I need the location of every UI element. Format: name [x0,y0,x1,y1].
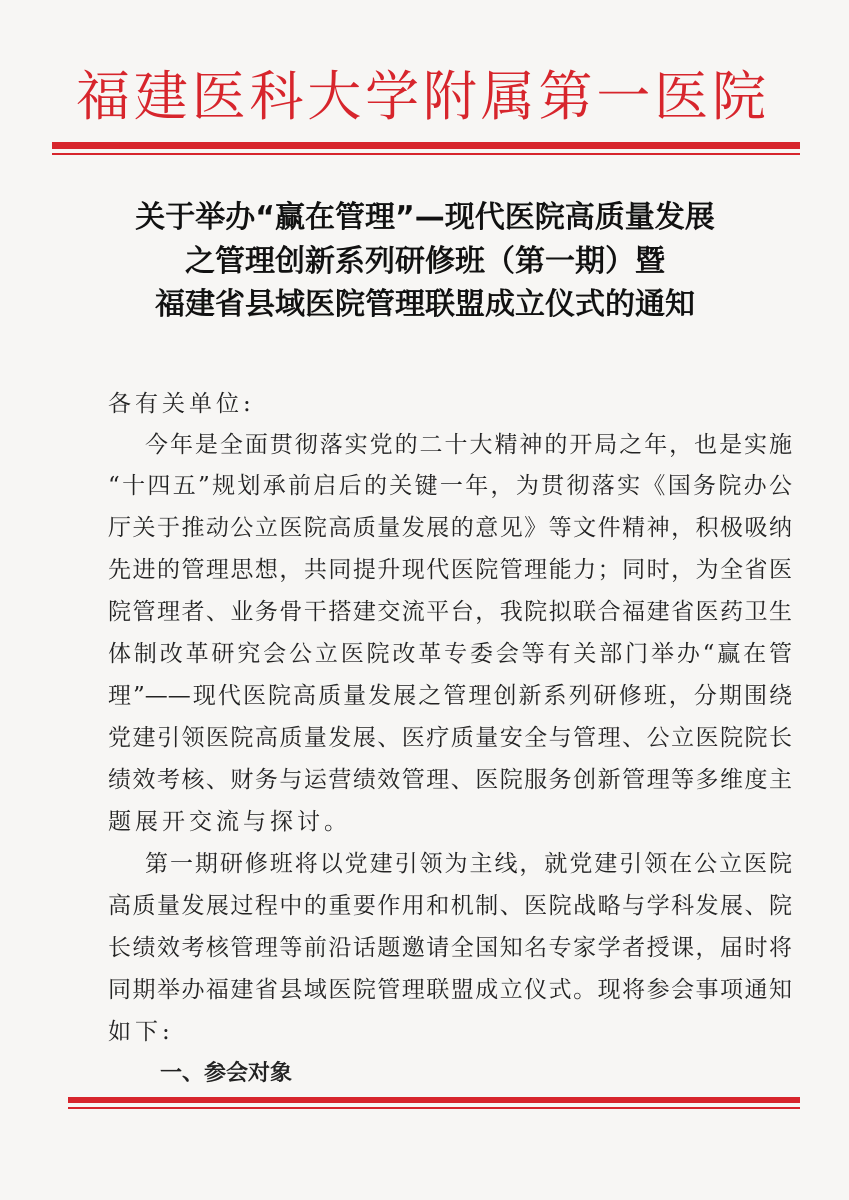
salutation: 各有关单位: [108,391,255,417]
body-line: 今年是全面贯彻落实党的二十大精神的开局之年，也是实施 [145,432,792,458]
header-thin-rule [52,153,800,155]
footer-thin-rule [68,1107,800,1109]
body-line: 绩效考核、财务与运营绩效管理、医院服务创新管理等多维度主 [108,767,792,793]
notice-title-line-3: 福建省县域医院管理联盟成立仪式的通知 [155,287,695,322]
body-line: “十四五”规划承前启后的关键一年，为贯彻落实《国务院办公 [108,473,792,499]
body-line: 如下: [108,1019,174,1045]
header-thick-rule [52,142,800,149]
body-line: 厅关于推动公立医院高质量发展的意见》等文件精神，积极吸纳 [108,515,792,541]
body-line: 同期举办福建省县域医院管理联盟成立仪式。现将参会事项通知 [108,977,792,1003]
section-heading: 一、参会对象 [160,1061,293,1086]
notice-title-line-2: 之管理创新系列研修班（第一期）暨 [185,244,665,279]
letterhead-title: 福建医科大学附属第一医院 [76,65,766,128]
notice-title-line-1: 关于举办“赢在管理”—现代医院高质量发展 [135,200,715,235]
body-line: 长绩效考核管理等前沿话题邀请全国知名专家学者授课，届时将 [108,935,792,961]
body-line: 先进的管理思想，共同提升现代医院管理能力；同时，为全省医 [108,557,792,583]
body-line: 高质量发展过程中的重要作用和机制、医院战略与学科发展、院 [108,893,792,919]
body-line: 理”——现代医院高质量发展之管理创新系列研修班，分期围绕 [108,683,792,709]
body-line: 党建引领医院高质量发展、医疗质量安全与管理、公立医院院长 [108,725,792,751]
body-line: 体制改革研究会公立医院改革专委会等有关部门举办“赢在管 [108,641,792,667]
body-line: 题展开交流与探讨。 [108,809,351,835]
footer-thick-rule [68,1097,800,1103]
body-line: 第一期研修班将以党建引领为主线，就党建引领在公立医院 [145,851,792,877]
body-line: 院管理者、业务骨干搭建交流平台，我院拟联合福建省医药卫生 [108,599,792,625]
